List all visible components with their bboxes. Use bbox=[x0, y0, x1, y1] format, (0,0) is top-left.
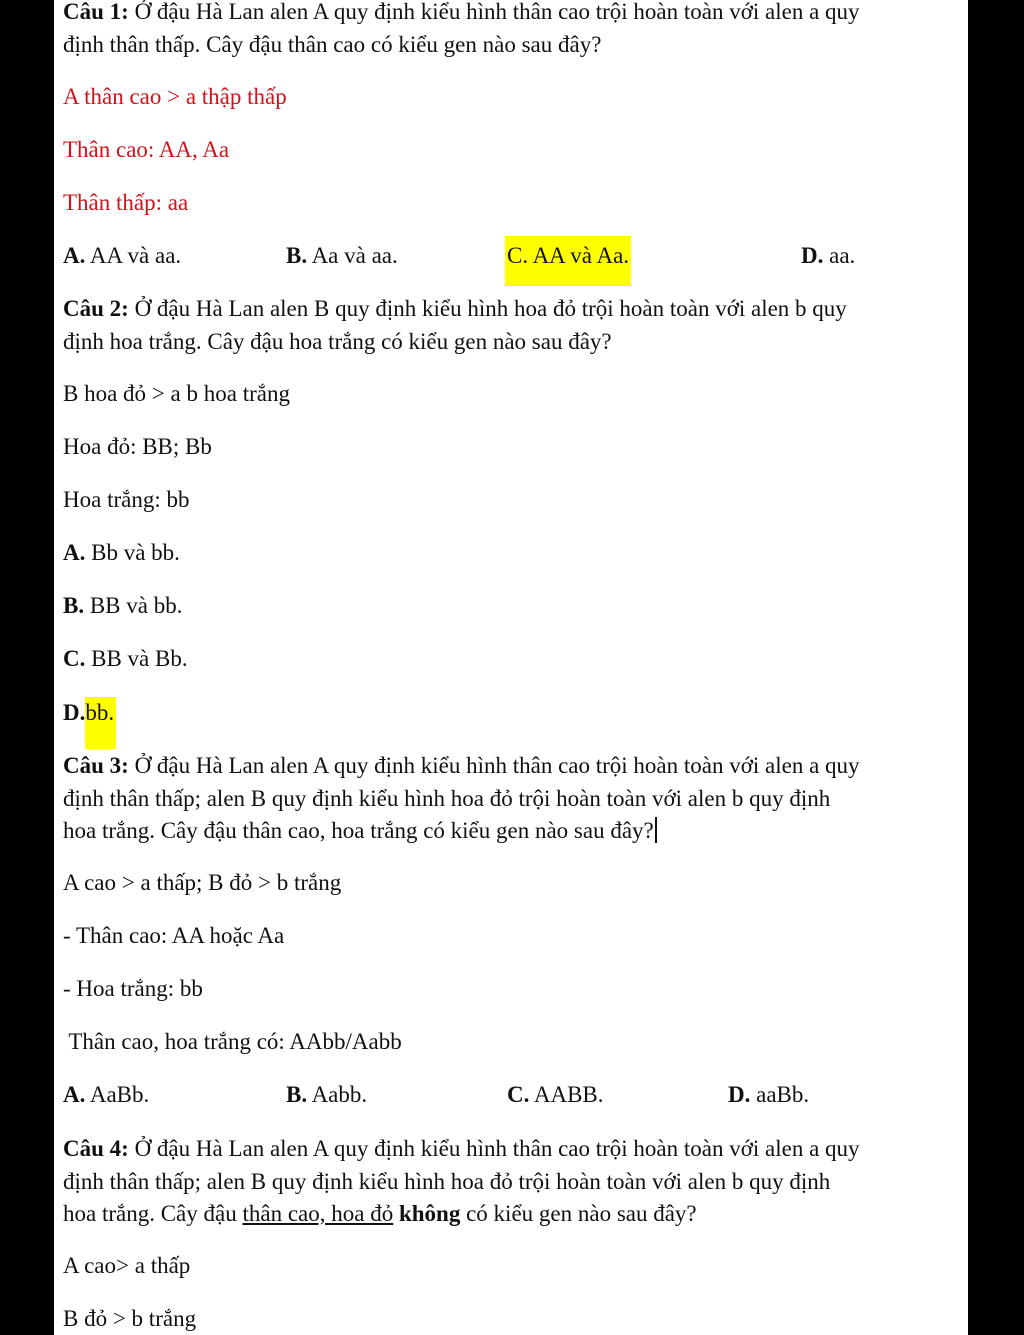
q3-note-4: Thân cao, hoa trắng có: AAbb/Aabb bbox=[63, 1029, 402, 1054]
q2-label: Câu 2: bbox=[63, 296, 129, 321]
q4-note-2: B đỏ > b trắng bbox=[63, 1306, 197, 1331]
q3-line-2: định thân thấp; alen B quy định kiểu hình hoa đỏ trội hoàn toàn với alen b quy định bbox=[63, 786, 831, 811]
q4-note-1: A cao> a thấp bbox=[63, 1253, 191, 1278]
q2-note-2: Hoa đỏ: BB; Bb bbox=[63, 434, 212, 459]
bold-khong: không bbox=[398, 1201, 461, 1226]
q4-label: Câu 4: bbox=[63, 1136, 129, 1161]
q2-option-a: A. Bb và bb. bbox=[63, 540, 180, 565]
q1-note-3: Thân thấp: aa bbox=[63, 190, 189, 215]
q1-option-b: B. Aa và aa. bbox=[286, 243, 398, 268]
q1-option-a: A. AA và aa. bbox=[63, 243, 182, 268]
q3-line-1: Câu 3: Ở đậu Hà Lan alen A quy định kiểu hình thân cao trội hoàn toàn với alen a quy bbox=[63, 753, 860, 778]
q1-option-d: D. aa. bbox=[801, 243, 856, 268]
q3-option-b: B. Aabb. bbox=[286, 1082, 368, 1107]
q3-option-c: C. AABB. bbox=[507, 1082, 604, 1107]
underlined-phrase: thân cao, hoa đỏ bbox=[242, 1201, 394, 1226]
q2-note-1: B hoa đỏ > a b hoa trắng bbox=[63, 381, 290, 406]
q1-label: Câu 1: bbox=[63, 0, 129, 24]
q3-option-d: D. aaBb. bbox=[728, 1082, 810, 1107]
q2-note-3: Hoa trắng: bb bbox=[63, 487, 190, 512]
q3-note-3: - Hoa trắng: bb bbox=[63, 976, 203, 1001]
document-page bbox=[54, 0, 968, 1335]
q2-answer-highlight: bb. bbox=[85, 697, 116, 749]
q3-line-3: hoa trắng. Cây đậu thân cao, hoa trắng có kiểu gen nào sau đây? bbox=[63, 815, 657, 847]
q2-option-c: C. BB và Bb. bbox=[63, 646, 188, 671]
q2-line-2: định hoa trắng. Cây đậu hoa trắng có kiểu gen nào sau đây? bbox=[63, 329, 612, 354]
q3-note-2: - Thân cao: AA hoặc Aa bbox=[63, 923, 285, 948]
q1-note-2: Thân cao: AA, Aa bbox=[63, 137, 230, 162]
q2-option-b: B. BB và bb. bbox=[63, 593, 183, 618]
q1-line-2: định thân thấp. Cây đậu thân cao có kiểu gen nào sau đây? bbox=[63, 32, 602, 57]
q3-note-1: A cao > a thấp; B đỏ > b trắng bbox=[63, 870, 342, 895]
q4-line-1: Câu 4: Ở đậu Hà Lan alen A quy định kiểu hình thân cao trội hoàn toàn với alen a quy bbox=[63, 1136, 860, 1161]
q1-option-c-highlighted: C. AA và Aa. bbox=[505, 236, 631, 286]
q3-label: Câu 3: bbox=[63, 753, 129, 778]
q3-option-a: A. AaBb. bbox=[63, 1082, 150, 1107]
text-cursor bbox=[655, 817, 657, 843]
q2-line-1: Câu 2: Ở đậu Hà Lan alen B quy định kiểu hình hoa đỏ trội hoàn toàn với alen b quy bbox=[63, 296, 847, 321]
q2-option-d: D.bb. bbox=[63, 697, 116, 749]
q4-line-3: hoa trắng. Cây đậu thân cao, hoa đỏ không có kiểu gen nào sau đây? bbox=[63, 1201, 697, 1226]
q1-note-1: A thân cao > a thập thấp bbox=[63, 84, 287, 109]
q4-line-2: định thân thấp; alen B quy định kiểu hình hoa đỏ trội hoàn toàn với alen b quy định bbox=[63, 1169, 831, 1194]
q1-line-1: Câu 1: Ở đậu Hà Lan alen A quy định kiểu hình thân cao trội hoàn toàn với alen a quy bbox=[63, 0, 860, 24]
